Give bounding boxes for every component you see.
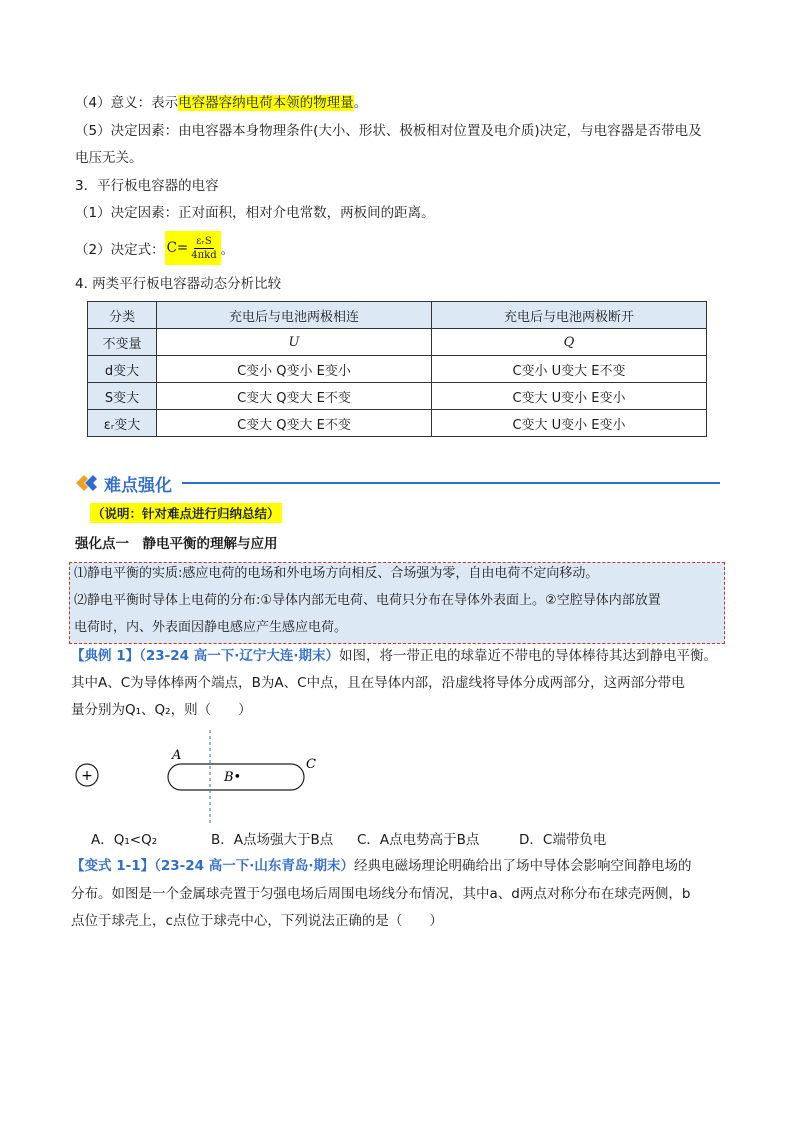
example1-options (91, 828, 606, 848)
example1-line2: 其中A、C为导体棒两个端点，B为A、C中点，且在导体内部，沿虚线将导体分成两部分，这两部分带电 (71, 675, 685, 691)
table-cell: εᵣ变大 (88, 410, 157, 437)
key-points-box (69, 562, 725, 644)
table-header-cell: 分类 (88, 302, 157, 329)
section-header (74, 470, 720, 496)
variant-line1: 【变式 1-1】（23-24 高一下·山东青岛·期末）经典电磁场理论明确给出了场中导体会影响空间静电场的 (71, 858, 692, 874)
example-label: 【典例 1】 (71, 648, 140, 664)
highlight-meaning: 电容器容纳电荷本领的物理量 (178, 95, 354, 111)
table-row (88, 383, 707, 410)
table-header-cell: 充电后与电池两极断开 (432, 302, 707, 329)
subsection-title: 强化点一 静电平衡的理解与应用 (75, 536, 278, 552)
option-c: C．A点电势高于B点 (357, 832, 480, 848)
label-a: A (172, 748, 182, 763)
key-point-2: ⑵静电平衡时导体上电荷的分布:①导体内部无电荷、电荷只分布在导体外表面上。②空腔导体内部放置 (74, 593, 661, 608)
table-cell: C变大 U变小 E变小 (432, 410, 707, 437)
table-cell: C变大 U变小 E变小 (432, 383, 707, 410)
table-cell: C变大 Q变大 E不变 (157, 383, 432, 410)
meaning-line: （4）意义：表示电容器容纳电荷本领的物理量。 (75, 95, 368, 111)
factors-line: （5）决定因素：由电容器本身物理条件(大小、形状、极板相对位置及电介质)决定，与电容器是否带电及 (75, 123, 702, 139)
key-point-1: ⑴静电平衡的实质:感应电荷的电场和外电场方向相反、合场强为零，自由电荷不定向移动。 (74, 566, 599, 581)
table-header-cell: 充电后与电池两极相连 (157, 302, 432, 329)
label-b: B• (224, 770, 242, 785)
formula-highlight: C= $\frac{\text{εᵣS}}{\text{4πkd}}$ (165, 231, 221, 265)
heading-comparison: 4. 两类平行板电容器动态分析比较 (75, 276, 282, 292)
example1-line1: 【典例 1】（23-24 高一下·辽宁大连·期末）如图，将一带正电的球靠近不带电的导体棒待其达到静电平衡。 (71, 648, 717, 664)
table-cell: C变小 U变大 E不变 (432, 356, 707, 383)
table-row (88, 329, 707, 356)
comparison-table (87, 301, 707, 437)
heading-parallel-plate: 3．平行板电容器的电容 (75, 178, 219, 194)
table-cell: 不变量 (88, 329, 157, 356)
option-d: D．C端带负电 (519, 832, 607, 848)
table-cell: d变大 (88, 356, 157, 383)
table-row (88, 356, 707, 383)
option-a: A．Q₁<Q₂ (91, 832, 158, 848)
parallel-factors-line: （1）决定因素：正对面积，相对介电常数，两板间的距离。 (75, 205, 435, 221)
variant-source: （23-24 高一下·山东青岛·期末） (154, 858, 354, 874)
section-title: 难点强化 (104, 475, 172, 496)
variant-line2: 分布。如图是一个金属球壳置于匀强电场后周围电场线分布情况，其中a、d两点对称分布在球壳两侧，b (71, 886, 691, 902)
section-divider (182, 482, 720, 484)
key-point-2-cont: 电荷时，内、外表面因静电感应产生感应电荷。 (74, 620, 348, 635)
table-cell: C变小 Q变小 E变小 (157, 356, 432, 383)
variant-line3: 点位于球壳上，c点位于球壳中心，下列说法正确的是（ ） (71, 913, 443, 929)
example-source: （23-24 高一下·辽宁大连·期末） (139, 648, 339, 664)
table-header-row (88, 302, 707, 329)
example1-line3: 量分别为Q₁、Q₂，则（ ） (71, 702, 252, 718)
plus-sign: + (81, 768, 93, 784)
capacitance-fraction: $\frac{\text{εᵣS}}{\text{4πkd}}$ (191, 235, 217, 261)
label-c: C (306, 757, 316, 772)
table-cell: S变大 (88, 383, 157, 410)
variant-label: 【变式 1-1】 (71, 858, 155, 874)
factors-line-cont: 电压无关。 (75, 150, 143, 166)
table-cell: C变大 Q变大 E不变 (157, 410, 432, 437)
table-cell: Q (432, 329, 707, 356)
section-note: （说明：针对难点进行归纳总结） (90, 503, 282, 523)
conductor-rod-diagram (70, 728, 330, 828)
table-row (88, 410, 707, 437)
formula-line: （2）决定式： C= $\frac{\text{εᵣS}}{\text{4πkd}}$ 。 (75, 231, 234, 265)
table-cell: U (157, 329, 432, 356)
double-chevron-icon (74, 473, 100, 493)
option-b: B．A点场强大于B点 (211, 832, 334, 848)
